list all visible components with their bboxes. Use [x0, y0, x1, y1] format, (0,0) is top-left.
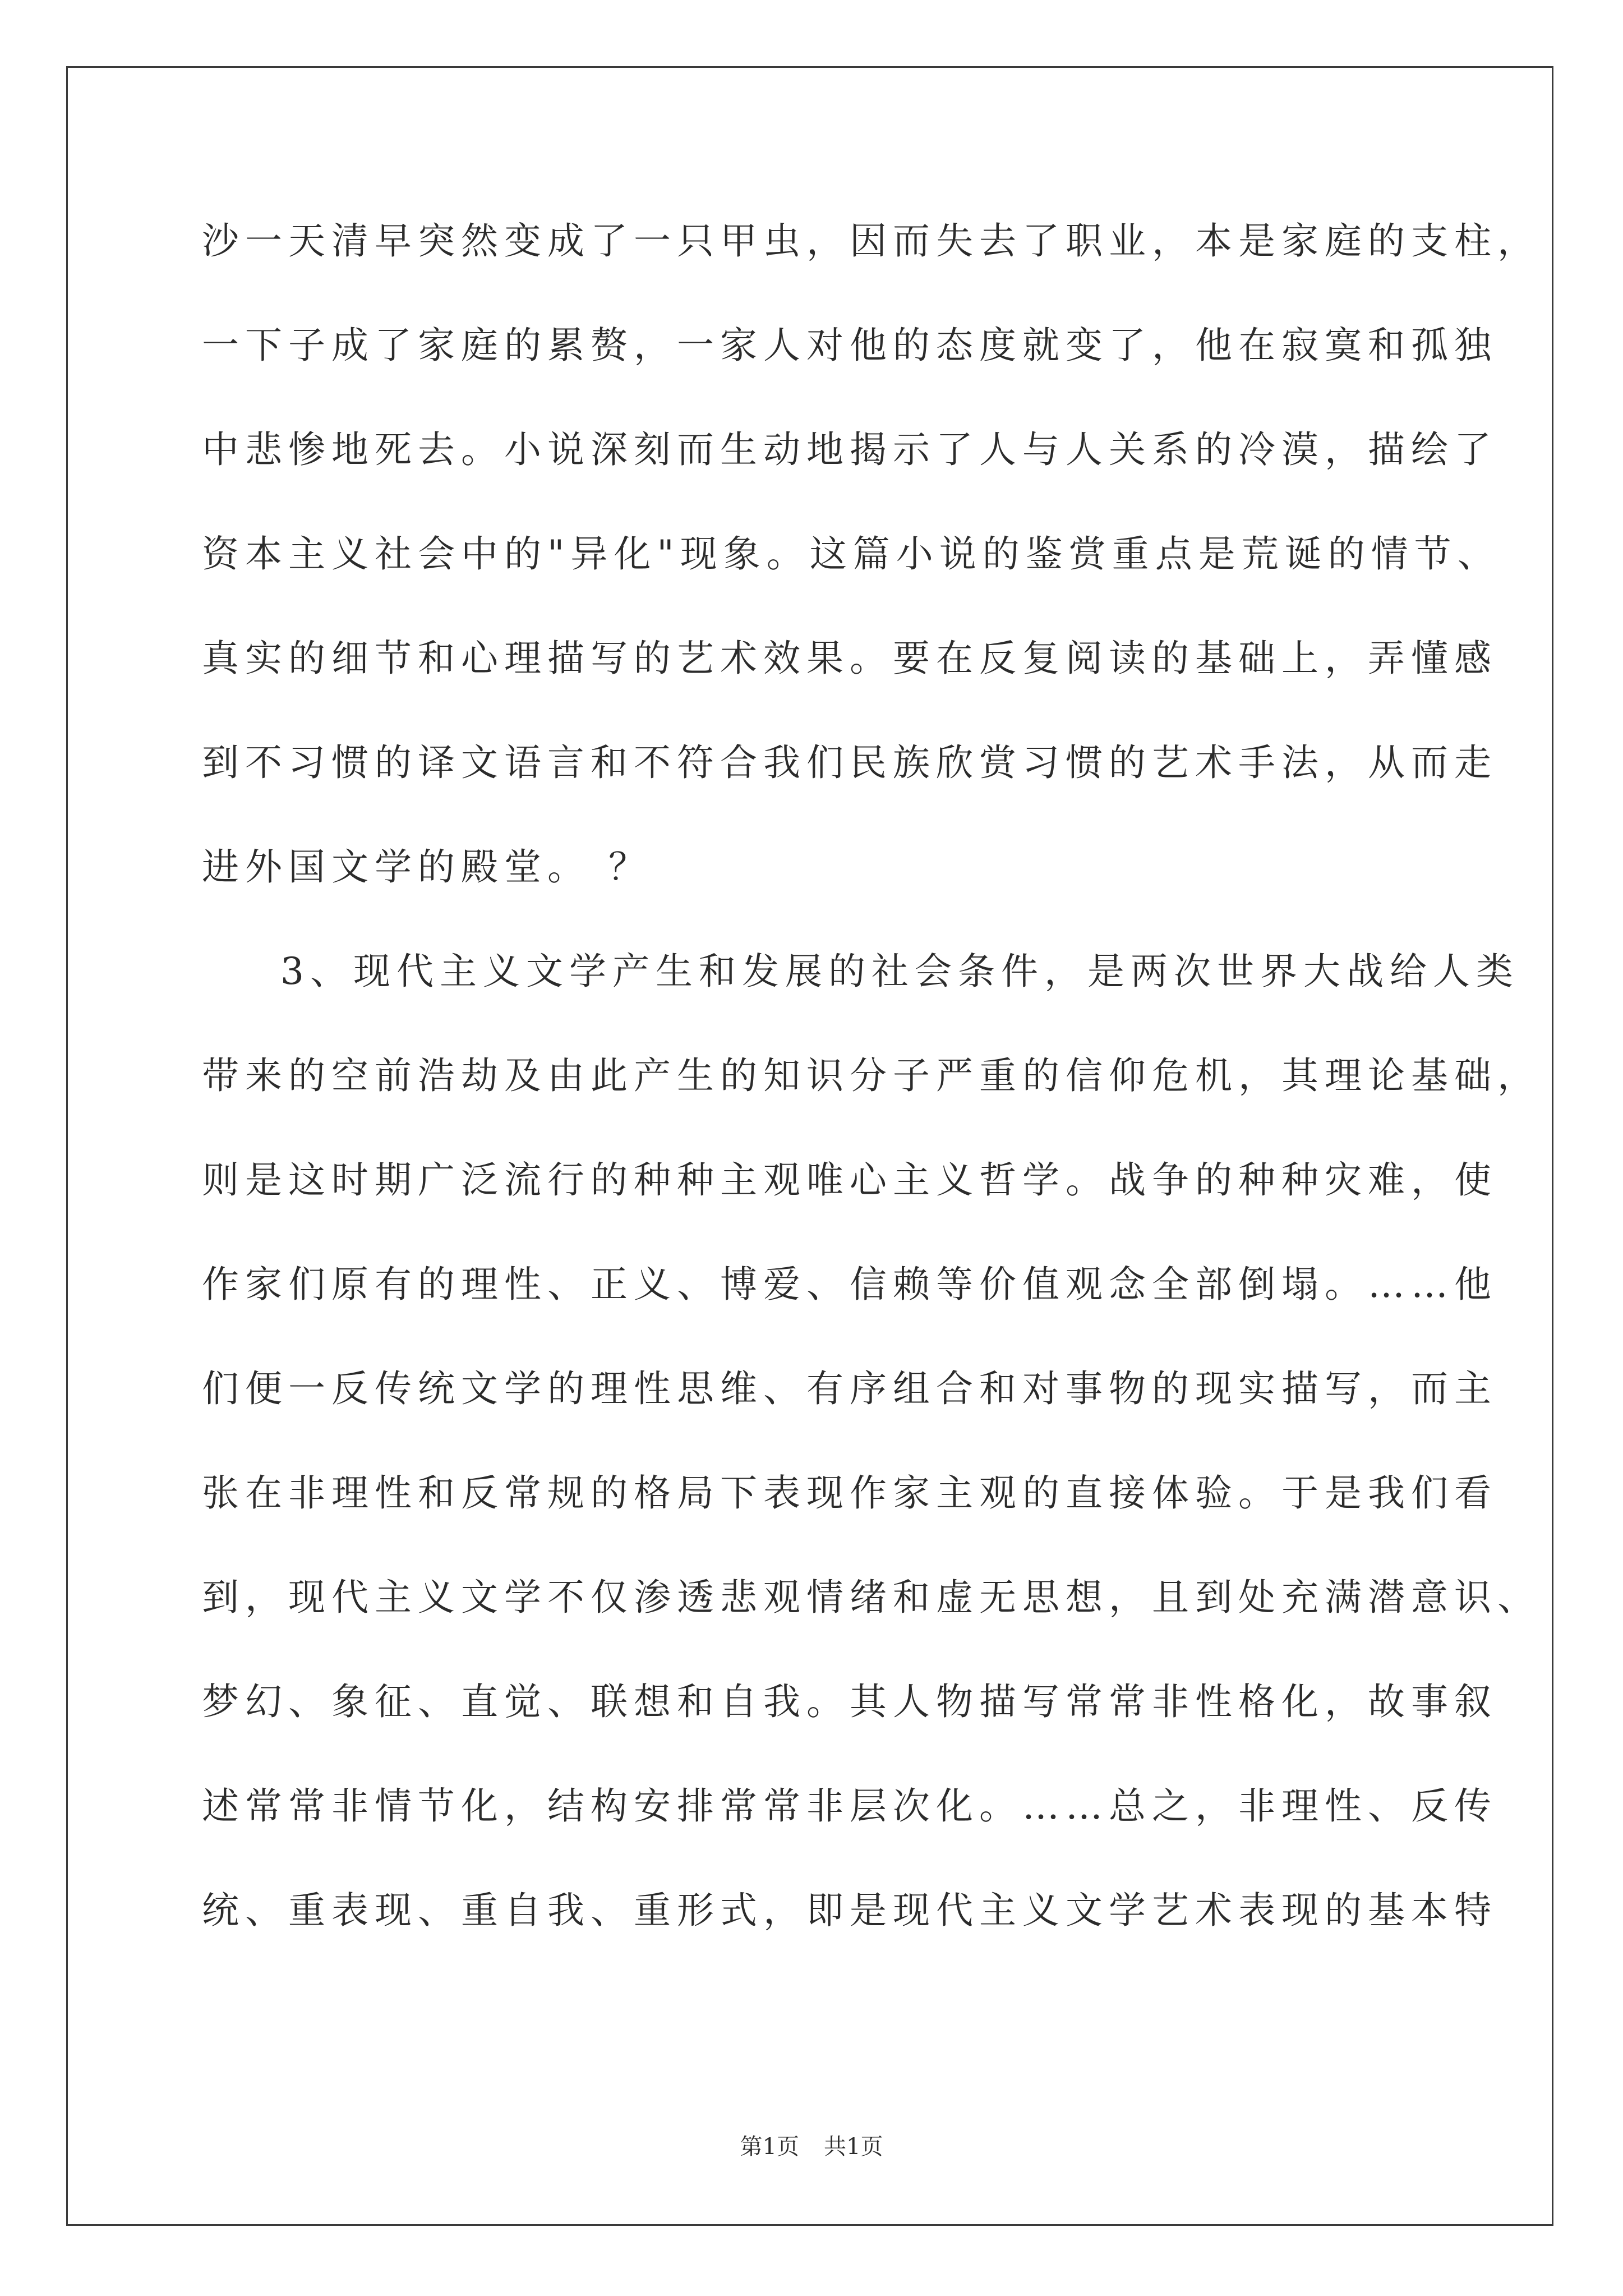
text-line: 作家们原有的理性、正义、博爱、信赖等价值观念全部倒塌。……他: [202, 1263, 1497, 1306]
text-line: 张在非理性和反常规的格局下表现作家主观的直接体验。于是我们看: [202, 1471, 1497, 1515]
text-line: 真实的细节和心理描写的艺术效果。要在反复阅读的基础上，弄懂感: [202, 637, 1497, 680]
text-line: 们便一反传统文学的理性思维、有序组合和对事物的现实描写，而主: [202, 1367, 1497, 1410]
text-line: 梦幻、象征、直觉、联想和自我。其人物描写常常非性格化，故事叙: [202, 1680, 1497, 1723]
page-total: 共1页: [824, 2134, 883, 2160]
text-line: 沙一天清早突然变成了一只甲虫，因而失去了职业，本是家庭的支柱，: [202, 219, 1541, 263]
page-footer: [0, 2129, 1623, 2161]
text-line: 3、现代主义文学产生和发展的社会条件，是两次世界大战给人类: [280, 950, 1519, 993]
text-line: 进外国文学的殿堂。 ？: [202, 845, 652, 889]
text-line: 中悲惨地死去。小说深刻而生动地揭示了人与人关系的冷漠，描绘了: [202, 428, 1497, 471]
text-line: 述常常非情节化，结构安排常常非层次化。……总之，非理性、反传: [202, 1784, 1497, 1828]
text-line: 资本主义社会中的"异化"现象。这篇小说的鉴赏重点是荒诞的情节、: [202, 532, 1501, 576]
text-line: 统、重表现、重自我、重形式，即是现代主义文学艺术表现的基本特: [202, 1889, 1497, 1932]
text-line: 则是这时期广泛流行的种种主观唯心主义哲学。战争的种种灾难，使: [202, 1158, 1497, 1202]
text-line: 到不习惯的译文语言和不符合我们民族欣赏习惯的艺术手法，从而走: [202, 741, 1497, 784]
text-line: 带来的空前浩劫及由此产生的知识分子严重的信仰危机，其理论基础，: [202, 1054, 1541, 1097]
text-line: 一下子成了家庭的累赘，一家人对他的态度就变了，他在寂寞和孤独: [202, 324, 1497, 367]
text-line: 到，现代主义文学不仅渗透悲观情绪和虚无思想，且到处充满潜意识、: [202, 1576, 1541, 1619]
page-number: 第1页: [740, 2134, 799, 2160]
